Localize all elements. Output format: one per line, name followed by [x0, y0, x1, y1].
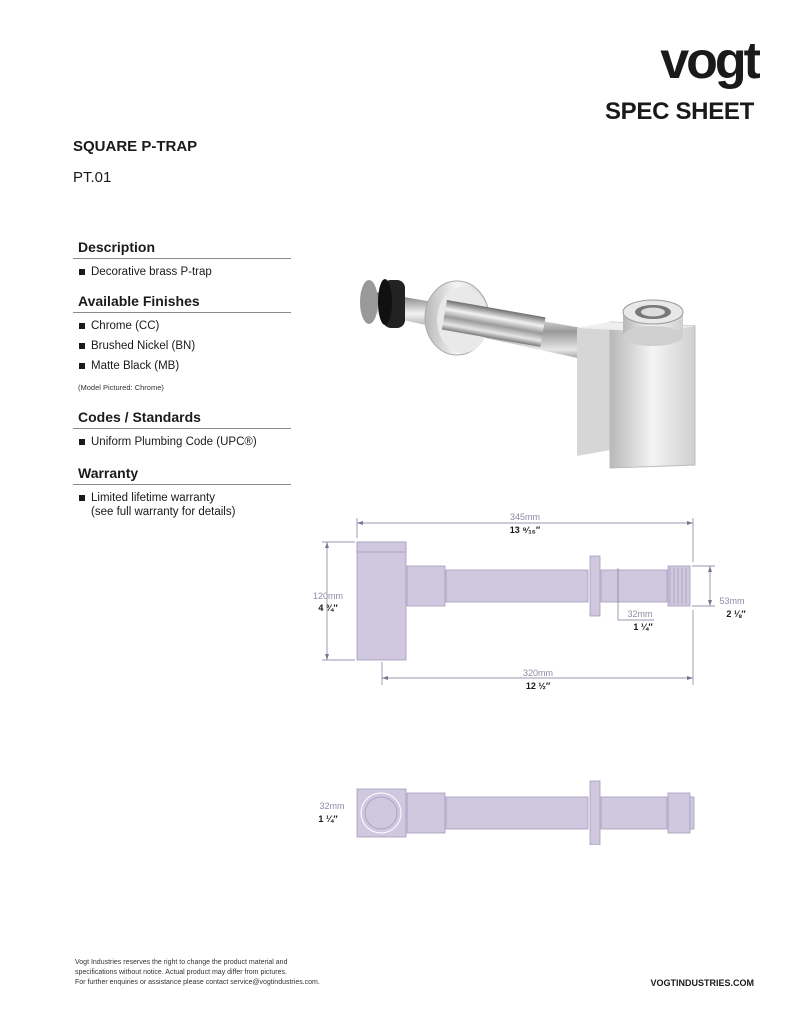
pipe-end — [360, 280, 378, 324]
body-top-band — [357, 542, 406, 552]
codes-section — [73, 409, 291, 449]
pipe-mm: 32mm — [627, 609, 653, 619]
footer-line: specifications without notice. Actual product may differ from pictures. — [75, 969, 287, 976]
vogt-logo — [620, 34, 760, 90]
warranty-line2: (see full warranty for details) — [91, 506, 236, 518]
elbow-collar — [407, 566, 445, 606]
overall-mm: 345mm — [509, 512, 541, 522]
height-inch: 4 ¾″ — [318, 603, 338, 613]
top-pipe-inch: 1 ¼″ — [318, 814, 338, 824]
product-photo — [355, 270, 700, 475]
trap-body — [357, 542, 406, 660]
warranty-item — [73, 491, 291, 519]
height-mm: 120mm — [312, 591, 344, 601]
pipe — [446, 570, 588, 602]
top-pipe-mm: 32mm — [319, 801, 345, 811]
warranty-title: Warranty — [73, 465, 291, 485]
threaded-end — [668, 566, 690, 606]
product-name: SQUARE P-TRAP — [73, 138, 198, 155]
escutcheon — [590, 556, 600, 616]
warranty-line1: Limited lifetime warranty — [91, 492, 215, 504]
description-item: Decorative brass P-trap — [73, 265, 291, 279]
product-code: PT.01 — [73, 169, 112, 186]
description-section — [73, 239, 291, 279]
finishes-note: (Model Pictured: Chrome) — [78, 383, 164, 392]
footer-line: Vogt Industries reserves the right to change the product material and — [75, 959, 288, 966]
thread-mm: 53mm — [719, 596, 745, 606]
overall-inch: 13 ⁹⁄₁₆″ — [509, 525, 541, 535]
finish-item: Matte Black (MB) — [73, 359, 291, 373]
website-link[interactable]: VOGTINDUSTRIES.COM — [650, 978, 754, 988]
code-item: Uniform Plumbing Code (UPC®) — [73, 435, 291, 449]
finish-item: Chrome (CC) — [73, 319, 291, 333]
page-title: SPEC SHEET — [604, 98, 754, 125]
finishes-title: Available Finishes — [73, 293, 291, 313]
logo-text: vogt — [660, 34, 758, 90]
codes-title: Codes / Standards — [73, 409, 291, 429]
top-view-drawing — [300, 775, 770, 845]
footer-disclaimer — [75, 958, 375, 988]
pipe-inch: 1 ¼″ — [633, 622, 653, 632]
square-body — [577, 322, 610, 456]
footer-line: For further enquiries or assistance please contact service@vogtindustries.com. — [75, 979, 320, 986]
warranty-section — [73, 465, 291, 519]
finish-item: Brushed Nickel (BN) — [73, 339, 291, 353]
side-view-drawing — [300, 510, 770, 700]
pipe-length-mm: 320mm — [522, 668, 554, 678]
outlet-pipe — [601, 570, 667, 602]
thread-inch: 2 ⅛″ — [726, 609, 746, 619]
pipe-length-inch: 12 ½″ — [525, 681, 551, 691]
finishes-section — [73, 293, 291, 392]
description-title: Description — [73, 239, 291, 259]
trap-body-top — [357, 789, 406, 837]
